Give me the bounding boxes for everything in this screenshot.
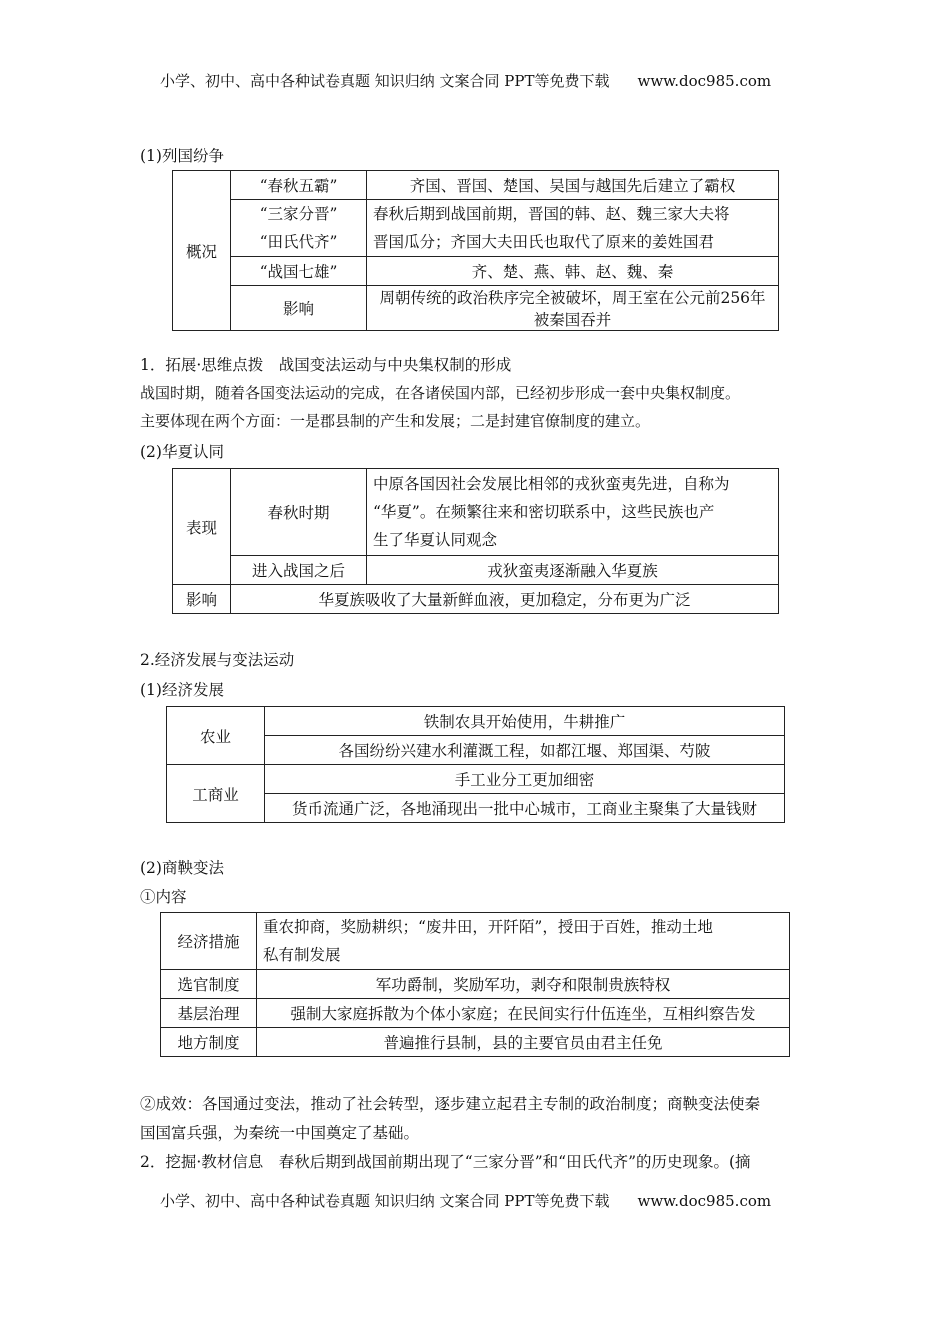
desc-partition-line2: 晋国瓜分；齐国大夫田氏也取代了原来的姜姓国君 [373, 233, 715, 251]
desc-partition [367, 200, 779, 257]
desc-seven-warring-states: 齐、楚、燕、韩、赵、魏、秦 [367, 257, 779, 286]
spring-autumn-period: 春秋时期 [231, 469, 367, 556]
header-text: 小学、初中、高中各种试卷真题 知识归纳 文案合同 PPT等免费下载 [160, 72, 610, 90]
agriculture-item-2: 各国纷纷兴建水利灌溉工程，如都江堰、郑国渠、芍陂 [265, 736, 785, 765]
warring-states-period: 进入战国之后 [231, 556, 367, 585]
economic-measures-desc [257, 913, 790, 970]
influence-text: 周朝传统的政治秩序完全被破坏，周王室在公元前256年被秦国吞并 [367, 286, 779, 331]
warring-states-desc: 戎狄蛮夷逐渐融入华夏族 [367, 556, 779, 585]
label-influence: 影响 [231, 286, 367, 331]
spring-autumn-desc [367, 469, 779, 556]
section-title-states-contention: (1)列国纷争 [140, 147, 224, 165]
term-partition-jin-tian-qi [231, 200, 367, 257]
local-system-desc: 普遍推行县制，县的主要官员由君主任免 [257, 1028, 790, 1057]
reform-content-table [160, 912, 790, 1057]
official-selection-desc: 军功爵制，奖励军功，剥夺和限制贵族特权 [257, 970, 790, 999]
label-expression: 表现 [173, 469, 231, 585]
label-influence: 影响 [173, 585, 231, 614]
label-economic-measures: 经济措施 [161, 913, 257, 970]
dig-textbook-line: 2．挖掘·教材信息 春秋后期到战国前期出现了“三家分晋”和“田氏代齐”的历史现象。(摘 [140, 1153, 751, 1171]
page-footer [160, 1190, 771, 1211]
section-title-huaxia: (2)华夏认同 [140, 443, 224, 461]
huaxia-table [172, 468, 779, 614]
subheading-economic-development: (1)经济发展 [140, 681, 224, 699]
expand-line2: 主要体现在两个方面：一是郡县制的产生和发展；二是封建官僚制度的建立。 [140, 412, 651, 430]
label-agriculture: 农业 [167, 707, 265, 765]
footer-site: www.doc985.com [637, 1192, 772, 1210]
term-tian-replaces-qi: “田氏代齐” [259, 233, 338, 251]
desc-five-hegemons: 齐国、晋国、楚国、吴国与越国先后建立了霸权 [367, 171, 779, 200]
states-contention-table [172, 170, 779, 331]
agriculture-item-1: 铁制农具开始使用，牛耕推广 [265, 707, 785, 736]
grassroots-governance-desc: 强制大家庭拆散为个体小家庭；在民间实行什伍连坐，互相纠察告发 [257, 999, 790, 1028]
industry-item-1: 手工业分工更加细密 [265, 765, 785, 794]
label-grassroots-governance: 基层治理 [161, 999, 257, 1028]
footer-text: 小学、初中、高中各种试卷真题 知识归纳 文案合同 PPT等免费下载 [160, 1192, 610, 1210]
label-official-selection: 选官制度 [161, 970, 257, 999]
spring-autumn-desc-line3: 生了华夏认同观念 [373, 531, 498, 549]
term-partition-jin: “三家分晋” [259, 205, 338, 223]
label-overview: 概况 [173, 171, 231, 331]
economy-table [166, 706, 785, 823]
influence-text: 华夏族吸收了大量新鲜血液，更加稳定，分布更为广泛 [231, 585, 779, 614]
expand-heading: 1．拓展·思维点拨 战国变法运动与中央集权制的形成 [140, 356, 512, 374]
term-seven-warring-states: “战国七雄” [231, 257, 367, 286]
label-local-system: 地方制度 [161, 1028, 257, 1057]
header-site: www.doc985.com [637, 72, 772, 90]
page-header [160, 70, 771, 91]
result-line1: ②成效：各国通过变法，推动了社会转型，逐步建立起君主专制的政治制度；商鞅变法使秦 [140, 1095, 761, 1113]
result-line2: 国国富兵强，为秦统一中国奠定了基础。 [140, 1124, 420, 1142]
economic-measures-line2: 私有制发展 [263, 946, 341, 964]
desc-partition-line1: 春秋后期到战国前期，晋国的韩、赵、魏三家大夫将 [373, 205, 730, 223]
section-heading-economy: 2.经济发展与变法运动 [140, 651, 295, 669]
spring-autumn-desc-line1: 中原各国因社会发展比相邻的戎狄蛮夷先进，自称为 [373, 475, 730, 493]
economic-measures-line1: 重农抑商，奖励耕织；“废井田，开阡陌”，授田于百姓，推动土地 [263, 918, 713, 936]
content-label: ①内容 [140, 888, 187, 906]
subheading-shang-yang-reform: (2)商鞅变法 [140, 859, 224, 877]
spring-autumn-desc-line2: “华夏”。在频繁往来和密切联系中，这些民族也产 [373, 503, 715, 521]
label-industry-commerce: 工商业 [167, 765, 265, 823]
expand-line1: 战国时期，随着各国变法运动的完成，在各诸侯国内部，已经初步形成一套中央集权制度。 [140, 384, 741, 402]
industry-item-2: 货币流通广泛，各地涌现出一批中心城市，工商业主聚集了大量钱财 [265, 794, 785, 823]
term-five-hegemons: “春秋五霸” [231, 171, 367, 200]
